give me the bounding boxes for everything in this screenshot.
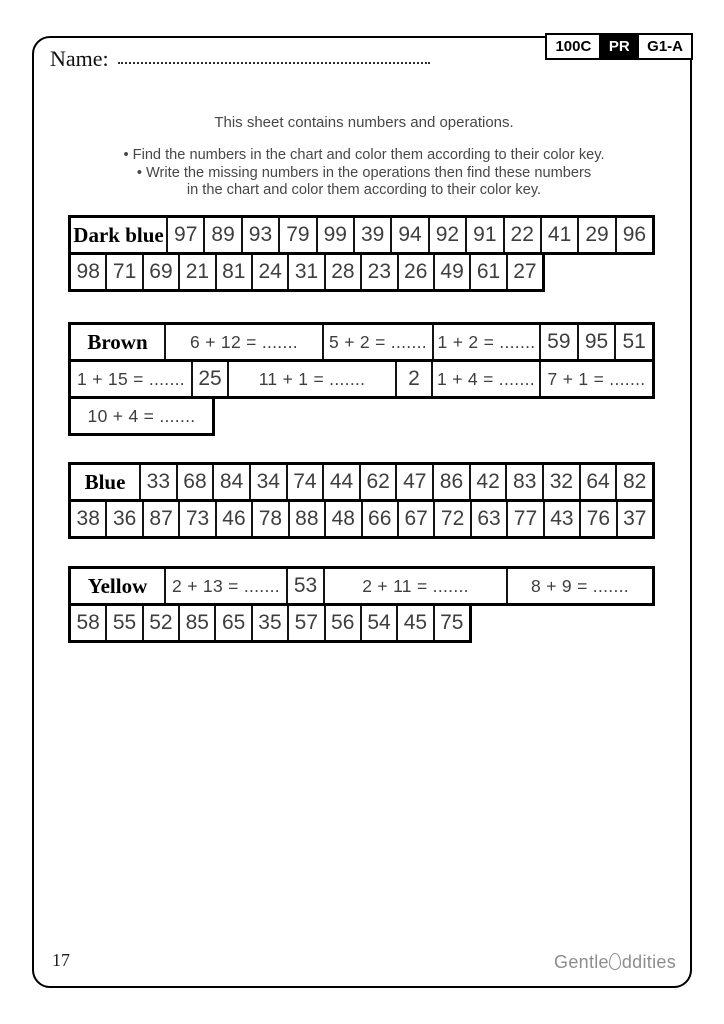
number-cell: 48 (326, 502, 362, 536)
number-cell: 79 (280, 218, 317, 252)
number-cell: 98 (71, 255, 107, 289)
number-cell: 24 (253, 255, 289, 289)
table-row (68, 462, 655, 502)
color-key-table-blue (68, 462, 655, 539)
number-cell: 84 (214, 465, 251, 499)
number-cell: 43 (545, 502, 581, 536)
number-cell: 97 (168, 218, 205, 252)
number-cell: 95 (579, 325, 617, 359)
operation-cell: 5 + 2 = ....... (324, 325, 434, 359)
instructions-intro: This sheet contains numbers and operations. (214, 114, 514, 131)
corner-badges (548, 33, 693, 60)
number-cell: 86 (434, 465, 471, 499)
operation-cell: 8 + 9 = ....... (531, 575, 629, 596)
badge-g1a: G1-A (637, 33, 693, 60)
number-cell: 2 (397, 362, 433, 396)
operation-cell: 1 + 4 = ....... (433, 362, 541, 396)
number-cell: 76 (581, 502, 617, 536)
number-cell: 82 (622, 470, 647, 493)
number-cell: 67 (399, 502, 435, 536)
number-cell: 77 (508, 502, 544, 536)
badge-100c: 100C (545, 33, 601, 60)
number-cell: 62 (361, 465, 398, 499)
instruction-bullet-2: • Write the missing numbers in the operations then find these numbers (136, 164, 592, 181)
color-key-table-darkblue (68, 215, 655, 292)
color-key-table-yellow (68, 566, 655, 643)
number-cell: 28 (326, 255, 362, 289)
number-cell: 89 (205, 218, 242, 252)
table-row (68, 396, 215, 436)
number-cell: 36 (107, 502, 143, 536)
table-row (68, 359, 655, 399)
number-cell: 38 (71, 502, 107, 536)
number-cell: 32 (544, 465, 581, 499)
number-cell: 56 (326, 606, 362, 640)
number-cell: 72 (435, 502, 471, 536)
number-cell: 57 (289, 606, 325, 640)
number-cell: 42 (471, 465, 508, 499)
operation-cell: 2 + 13 = ....... (166, 569, 288, 603)
name-row (50, 46, 109, 72)
color-key-label: Blue (71, 465, 141, 499)
number-cell: 35 (253, 606, 289, 640)
page-number: 17 (52, 950, 70, 970)
color-key-label: Brown (71, 325, 166, 359)
number-cell: 75 (440, 611, 464, 634)
color-key-table-brown (68, 322, 655, 436)
number-cell: 78 (253, 502, 289, 536)
number-cell: 41 (542, 218, 579, 252)
operation-cell: 7 + 1 = ....... (547, 368, 646, 389)
number-cell: 22 (505, 218, 542, 252)
operation-cell: 1 + 15 = ....... (71, 362, 193, 396)
instructions (40, 114, 688, 200)
brand-logo (554, 952, 676, 973)
operation-cell: 11 + 1 = ....... (229, 362, 397, 396)
number-cell: 88 (290, 502, 326, 536)
badge-pr: PR (599, 33, 640, 60)
brand-text-prefix: Gentle (554, 952, 609, 972)
egg-o-icon (609, 953, 621, 970)
brand-text-suffix: ddities (621, 952, 676, 972)
number-cell: 91 (467, 218, 504, 252)
instruction-bullet-1: • Find the numbers in the chart and color them according to their color key. (123, 147, 605, 163)
operation-cell: 10 + 4 = ....... (87, 405, 196, 426)
number-cell: 52 (144, 606, 180, 640)
number-cell: 94 (392, 218, 429, 252)
number-cell: 37 (623, 507, 647, 530)
number-cell: 46 (217, 502, 253, 536)
number-cell: 45 (398, 606, 434, 640)
number-cell: 96 (622, 223, 647, 246)
number-cell: 54 (362, 606, 398, 640)
number-cell: 73 (180, 502, 216, 536)
number-cell: 68 (178, 465, 215, 499)
operation-cell: 6 + 12 = ....... (166, 325, 324, 359)
number-cell: 39 (355, 218, 392, 252)
number-cell: 66 (363, 502, 399, 536)
number-cell: 47 (397, 465, 434, 499)
number-cell: 29 (579, 218, 616, 252)
number-cell: 51 (622, 330, 646, 353)
number-cell: 21 (180, 255, 216, 289)
number-cell: 34 (251, 465, 288, 499)
number-cell: 61 (471, 255, 507, 289)
number-cell: 31 (289, 255, 325, 289)
table-row (68, 322, 655, 362)
number-cell: 58 (71, 606, 107, 640)
number-cell: 93 (243, 218, 280, 252)
number-cell: 83 (507, 465, 544, 499)
number-cell: 49 (435, 255, 471, 289)
number-cell: 26 (399, 255, 435, 289)
number-cell: 55 (107, 606, 143, 640)
number-cell: 44 (324, 465, 361, 499)
color-key-label: Yellow (71, 569, 166, 603)
number-cell: 92 (430, 218, 467, 252)
number-cell: 63 (472, 502, 508, 536)
table-row (68, 566, 655, 606)
number-cell: 25 (193, 362, 229, 396)
number-cell: 69 (144, 255, 180, 289)
table-row (68, 252, 545, 292)
table-row (68, 215, 655, 255)
instruction-bullet-2-continued: in the chart and color them according to their color key. (186, 182, 542, 198)
number-cell: 81 (217, 255, 253, 289)
table-row (68, 499, 655, 539)
number-cell: 71 (107, 255, 143, 289)
number-cell: 64 (581, 465, 618, 499)
operation-cell: 1 + 2 = ....... (434, 325, 541, 359)
number-cell: 74 (288, 465, 325, 499)
number-cell: 33 (141, 465, 178, 499)
number-cell: 65 (216, 606, 252, 640)
name-label: Name: (50, 46, 109, 71)
number-cell: 59 (541, 325, 579, 359)
number-cell: 99 (318, 218, 355, 252)
number-cell: 53 (288, 569, 325, 603)
number-cell: 23 (362, 255, 398, 289)
number-cell: 27 (513, 260, 537, 283)
color-key-label: Dark blue (71, 218, 168, 252)
number-cell: 87 (144, 502, 180, 536)
operation-cell: 2 + 11 = ....... (325, 569, 508, 603)
name-fill-line (118, 62, 430, 64)
number-cell: 85 (180, 606, 216, 640)
table-row (68, 603, 472, 643)
